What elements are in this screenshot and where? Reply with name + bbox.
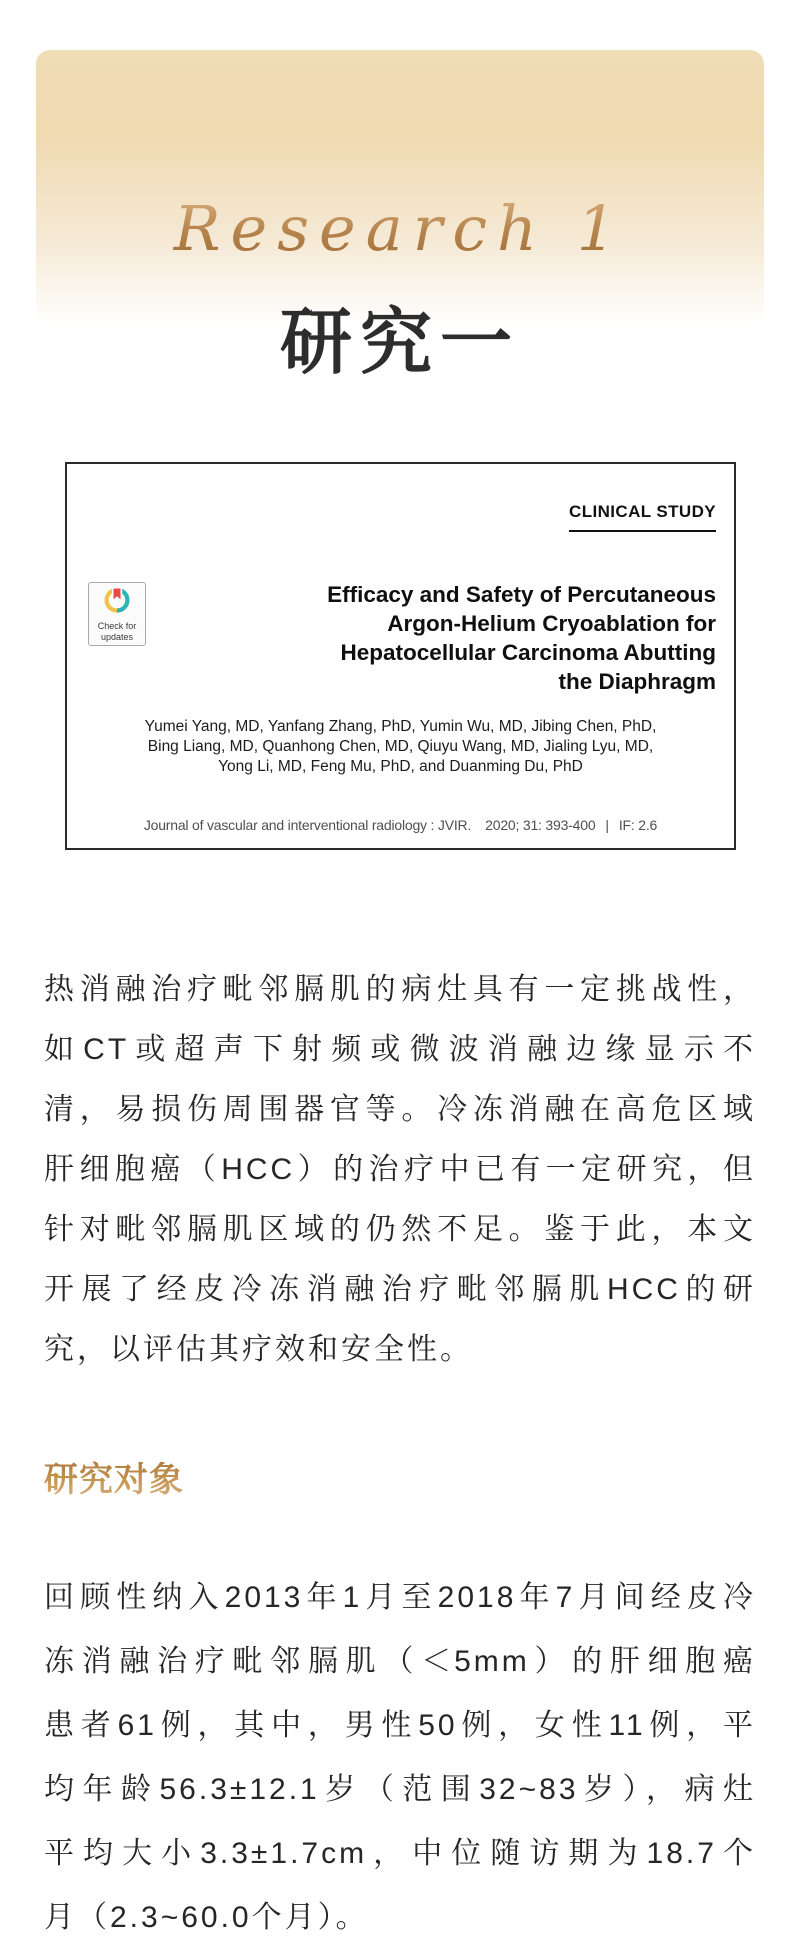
paper-title-line: the Diaphragm <box>558 669 716 694</box>
intro-line: 针对毗邻膈肌区域的仍然不足。鉴于此，本文 <box>44 1213 756 1246</box>
paper-authors-line: Bing Liang, MD, Quanhong Chen, MD, Qiuyu Wang, MD, Jialing Lyu, MD, <box>147 738 654 755</box>
subjects-line: 均年龄56.3±12.1岁（范围32~83岁），病灶 <box>44 1773 756 1806</box>
intro-line: 究，以评估其疗效和安全性。 <box>44 1333 473 1366</box>
intro-paragraph <box>44 960 756 1380</box>
badge-label-line1: Check for <box>97 621 137 631</box>
journal-divider: | <box>605 817 609 833</box>
subjects-line: 患者61例，其中，男性50例，女性11例，平 <box>44 1709 756 1742</box>
subjects-line: 回顾性纳入2013年1月至2018年7月间经皮冷 <box>44 1581 756 1614</box>
subjects-line: 冻消融治疗毗邻膈肌（＜5mm）的肝细胞癌 <box>44 1645 756 1678</box>
journal-citation: 2020; 31: 393-400 <box>485 817 596 833</box>
journal-name: Journal of vascular and interventional radiology : JVIR. <box>143 817 472 833</box>
intro-line: 肝细胞癌（HCC）的治疗中已有一定研究，但 <box>44 1153 756 1186</box>
subjects-line: 月（2.3~60.0个月）。 <box>44 1901 369 1934</box>
check-for-updates-ribbon-icon <box>102 586 132 621</box>
header-card <box>36 50 764 384</box>
journal-impact-factor: IF: 2.6 <box>618 817 658 833</box>
paper-authors <box>83 717 718 777</box>
paper-title-line: Efficacy and Safety of Percutaneous <box>327 582 716 607</box>
paper-citation-card <box>65 462 736 850</box>
paper-title-line: Argon-Helium Cryoablation for <box>387 611 716 636</box>
paper-authors-line: Yong Li, MD, Feng Mu, PhD, and Duanming Du, PhD <box>218 758 583 775</box>
intro-line: 如CT或超声下射频或微波消融边缘显示不 <box>44 1033 756 1066</box>
paper-authors-line: Yumei Yang, MD, Yanfang Zhang, PhD, Yumin Wu, MD, Jibing Chen, PhD, <box>144 718 657 735</box>
subjects-paragraph <box>44 1566 756 1950</box>
subjects-line: 平均大小3.3±1.7cm，中位随访期为18.7个 <box>44 1837 756 1870</box>
badge-label-line2: updates <box>100 631 134 642</box>
header-chinese-title: 研究一 <box>279 299 520 384</box>
paper-title-line: Hepatocellular Carcinoma Abutting <box>340 640 716 665</box>
intro-line: 开展了经皮冷冻消融治疗毗邻膈肌HCC的研 <box>44 1273 756 1306</box>
journal-reference <box>67 817 734 833</box>
header-script-title: Research 1 <box>36 192 764 265</box>
paper-title <box>162 580 716 696</box>
check-for-updates-badge[interactable] <box>88 582 146 646</box>
section-heading-study-subjects: 研究对象 <box>44 1452 184 1501</box>
paper-category-tag: CLINICAL STUDY <box>569 502 716 532</box>
intro-line: 热消融治疗毗邻膈肌的病灶具有一定挑战性， <box>44 973 756 1006</box>
intro-line: 清，易损伤周围器官等。冷冻消融在高危区域 <box>44 1093 756 1126</box>
